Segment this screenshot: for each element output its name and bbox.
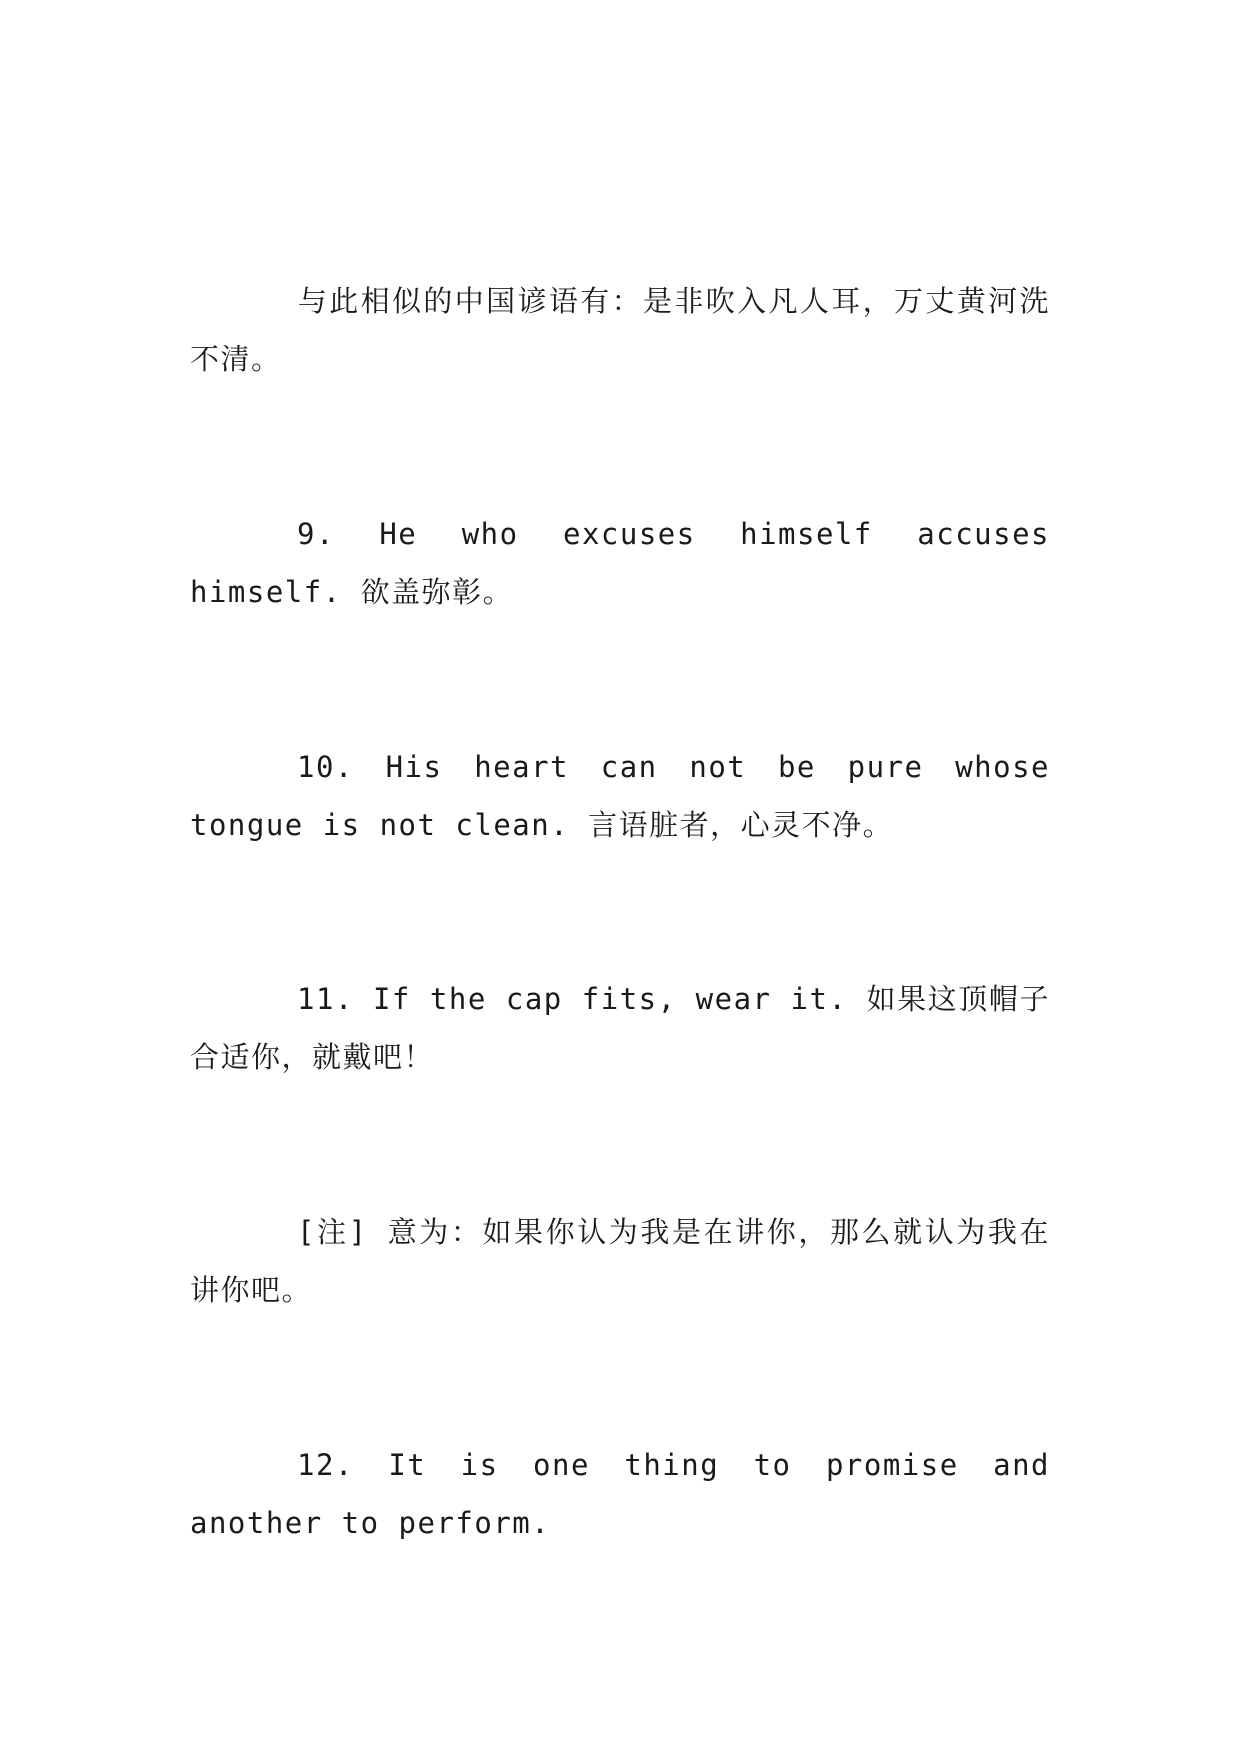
paragraph-text: 11. If the cap fits, wear it. 如果这顶帽子合适你，就戴吧！ [190,982,1050,1074]
paragraph-text: 10. His heart can not be pure whose tongue is not clean. 言语脏者，心灵不净。 [190,750,1050,842]
paragraph-chinese-proverb-note [190,272,1050,388]
paragraph-text: [注] 意为：如果你认为我是在讲你，那么就认为我在讲你吧。 [190,1215,1050,1307]
paragraph-text: 12. It is one thing to promise and another to perform. [190,1448,1050,1540]
paragraph-proverb-11 [190,970,1050,1086]
paragraph-proverb-10 [190,738,1050,854]
paragraph-text: 9. He who excuses himself accuses himself. 欲盖弥彰。 [190,517,1050,609]
paragraph-annotation-note [190,1203,1050,1319]
paragraph-proverb-9 [190,505,1050,621]
paragraph-text: 与此相似的中国谚语有：是非吹入凡人耳，万丈黄河洗不清。 [190,284,1050,376]
paragraph-proverb-12 [190,1436,1050,1552]
